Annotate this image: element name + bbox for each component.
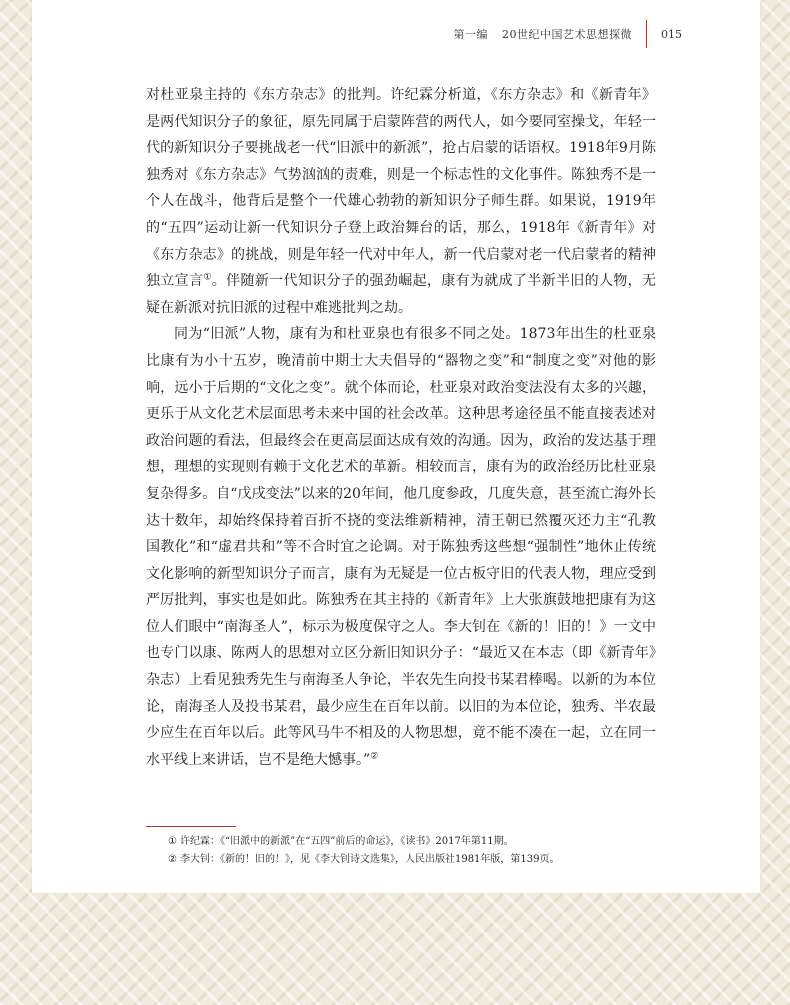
running-head: [454, 22, 683, 46]
footnote-divider: [146, 826, 236, 827]
paragraph-1-text-before: 对杜亚泉主持的《东方杂志》的批判。许纪霖分析道，《东方杂志》和《新青年》是两代知识分子的象征，原先同属于启蒙阵营的两代人，如今要同室操戈，年轻一代的新知识分子要挑战老一代“旧派中的新派”，抢占启蒙的话语权。1918年9月陈独秀对《东方杂志》气势汹汹的责难，则是一个标志性的文化事件。陈独秀不是一个人在战斗，他背后是整个一代雄心勃勃的新知识分子师生群。如果说，1919年的“五四”运动让新一代知识分子登上政治舞台的话，那么，1918年《新青年》对《东方杂志》的挑战，则是年轻一代对中年人，新一代启蒙对老一代启蒙者的精神独立宣言: [146, 87, 656, 290]
footnote-ref-1[interactable]: ①: [203, 272, 212, 283]
page-number: 015: [661, 27, 682, 41]
footnote-1-marker: ①: [168, 836, 177, 847]
paragraph-1-text-after: 。伴随新一代知识分子的强劲崛起，康有为就成了半新半旧的人物，无疑在新派对抗旧派的过程中难逃批判之劫。: [146, 273, 657, 316]
footnote-ref-2[interactable]: ②: [370, 751, 379, 762]
running-head-divider: [646, 20, 647, 48]
paragraph-1: [146, 82, 656, 321]
book-page: [32, 0, 760, 893]
footnote-1: [168, 833, 668, 851]
running-head-book-title: 20世纪中国艺术思想探微: [502, 28, 632, 41]
footnote-2-marker: ②: [168, 854, 177, 865]
running-head-section: 第一编: [453, 28, 488, 41]
body-text: [146, 82, 656, 773]
paragraph-2: [146, 321, 656, 773]
paragraph-2-text-before: 同为“旧派”人物，康有为和杜亚泉也有很多不同之处。1873年出生的杜亚泉比康有为小十五岁，晚清前中期士大夫倡导的“器物之变”和“制度之变”对他的影响，远小于后期的“文化之变”。就个体而论，杜亚泉对政治变法没有太多的兴趣，更乐于从文化艺术层面思考未来中国的社会改革。这种思考途径虽不能直接表述对政治问题的看法，但最终会在更高层面达成有效的沟通。因为，政治的发达基于理想，理想的实现则有赖于文化艺术的革新。相较而言，康有为的政治经历比杜亚泉复杂得多。自“戊戌变法”以来的20年间，他几度参政，几度失意，甚至流亡海外长达十数年，却始终保持着百折不挠的变法维新精神，清王朝已然覆灭还力主“孔教国教化”和“虚君共和”等不合时宜之论调。对于陈独秀这些想“强制性”地休止传统文化影响的新型知识分子而言，康有为无疑是一位古板守旧的代表人物，理应受到严厉批判，事实也是如此。陈独秀在其主持的《新青年》上大张旗鼓地把康有为这位人们眼中“南海圣人”，标示为极度保守之人。李大钊在《新的！旧的！》一文中也专门以康、陈两人的思想对立区分新旧知识分子：“最近又在本志（即《新青年》杂志）上看见独秀先生与南海圣人争论，半农先生向投书某君棒喝。以新的为本位论，南海圣人及投书某君，最少应生在百年以前。以旧的为本位论，独秀、半农最少应生在百年以后。此等风马牛不相及的人物思想，竟不能不凑在一起，立在同一水平线上来讲话，岂不是绝大憾事。”: [146, 326, 656, 768]
footnotes: [168, 833, 668, 869]
footnote-2: [168, 851, 668, 869]
footnote-2-text: 李大钊：《新的！旧的！》，见《李大钊诗文选集》，人民出版社1981年版，第139页。: [179, 854, 560, 865]
footnote-1-text: 许纪霖：《“旧派中的新派”在“五四”前后的命运》，《读书》2017年第11期。: [179, 836, 514, 847]
